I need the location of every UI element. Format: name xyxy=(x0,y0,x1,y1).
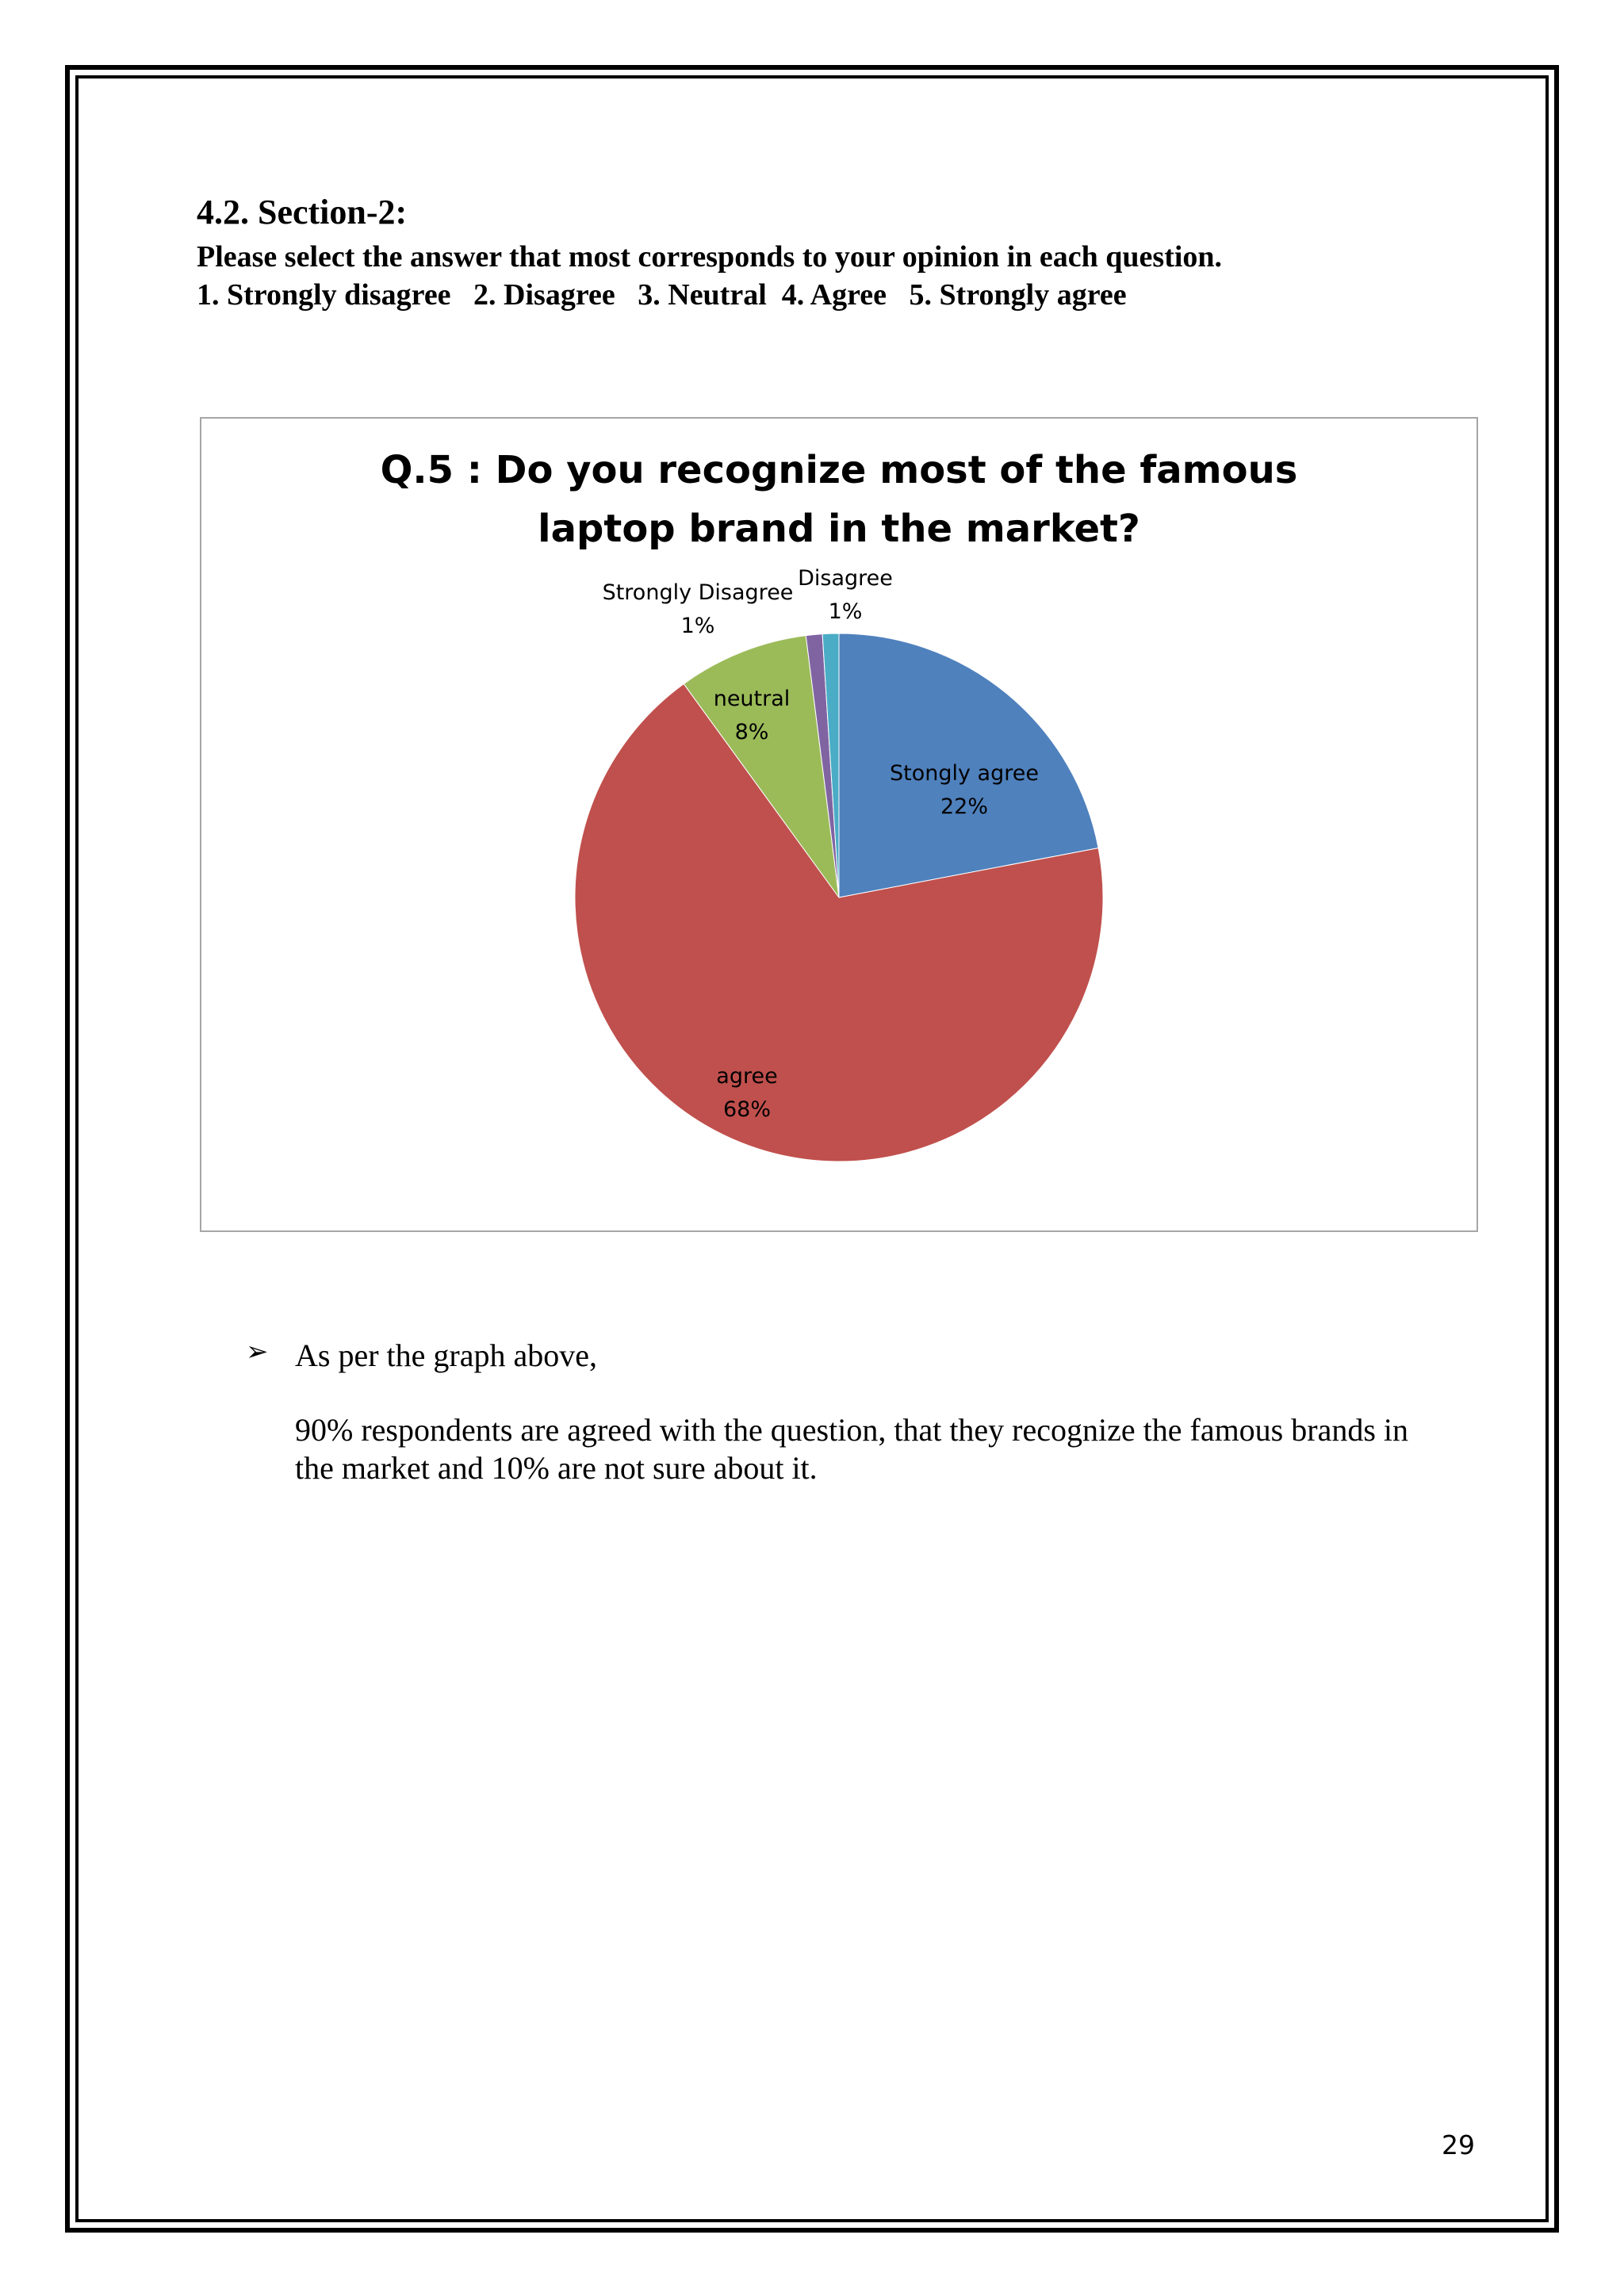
pie-label-disagree: Disagree 1% xyxy=(798,566,893,624)
pie-chart xyxy=(200,417,1478,1232)
pie-label-stongly-agree: Stongly agree 22% xyxy=(890,761,1039,819)
conclusion-paragraph: 90% respondents are agreed with the question, that they recognize the famous brands in the market and 10% are not sure about it. xyxy=(295,1412,1409,1486)
page-number: 29 xyxy=(1442,2130,1475,2160)
section-instruction: Please select the answer that most corresponds to your opinion in each question. xyxy=(197,240,1223,274)
chart-title-line-2: laptop brand in the market? xyxy=(538,507,1140,551)
bullet-intro-text: As per the graph above, xyxy=(295,1337,597,1373)
arrow-bullet-icon: ➢ xyxy=(246,1336,269,1368)
likert-scale-line: 1. Strongly disagree 2. Disagree 3. Neutral 4. Agree 5. Strongly agree xyxy=(197,278,1127,312)
pie-label-strongly-disagree: Strongly Disagree 1% xyxy=(602,580,794,638)
section-heading: 4.2. Section-2: xyxy=(197,193,408,232)
pie-label-agree: agree 68% xyxy=(716,1064,778,1122)
chart-title-line-1: Q.5 : Do you recognize most of the famous xyxy=(380,448,1298,492)
pie-label-neutral: neutral 8% xyxy=(713,687,791,744)
